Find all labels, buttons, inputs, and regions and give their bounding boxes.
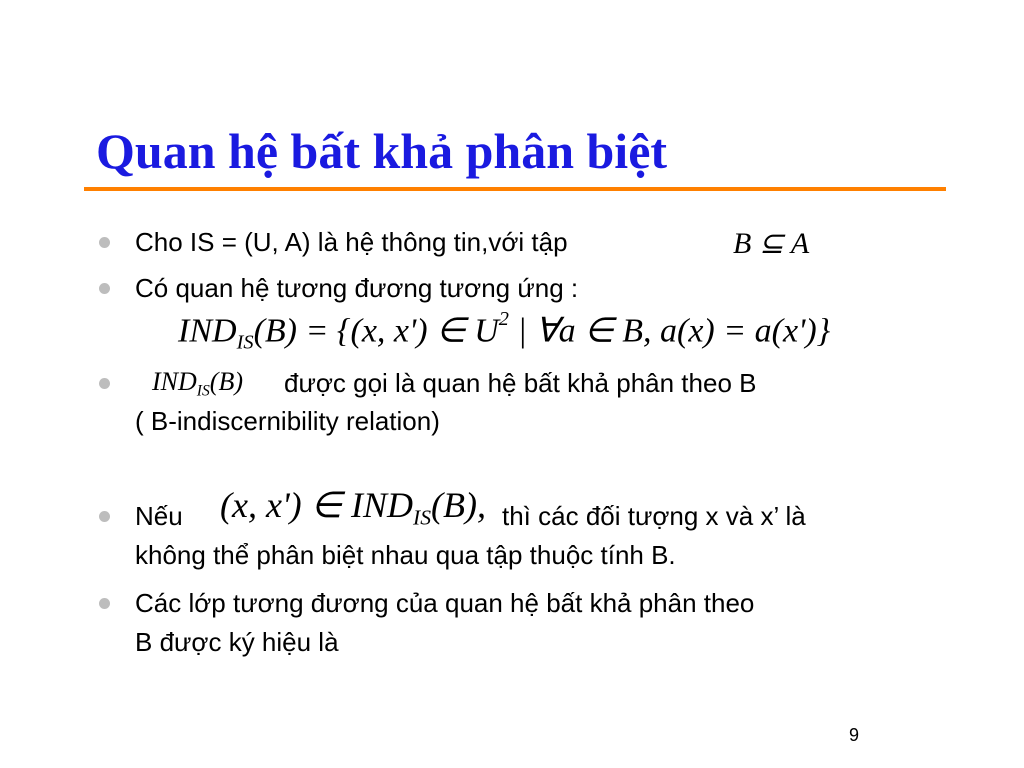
slide-title: Quan hệ bất khả phân biệt [96, 123, 668, 179]
ind-definition-formula [178, 308, 830, 354]
pair-expression: (x, x') ∈ IND [220, 485, 413, 525]
subset-formula: B ⊆ A [733, 227, 810, 260]
ind-definition-body: (B) = {(x, x') ∈ U [253, 312, 499, 350]
bullet-dot [99, 378, 110, 389]
bullet-dot [99, 598, 110, 609]
bullet-2-text: Có quan hệ tương đương tương ứng : [135, 273, 579, 303]
ind-subscript: IS [196, 382, 210, 400]
ind-argument: (B) [209, 367, 243, 396]
ind-subscript: IS [236, 331, 254, 354]
ind-argument: (B), [431, 485, 486, 525]
bullet-dot [99, 237, 110, 248]
bullet-3-text: được gọi là quan hệ bất khả phân theo B [284, 368, 757, 398]
bullet-3-text-line2: ( B-indiscernibility relation) [135, 406, 440, 436]
page-number: 9 [849, 725, 860, 745]
ind-symbol: IND [178, 312, 237, 350]
pair-membership-formula [220, 484, 486, 531]
bullet-5-text-line2: B được ký hiệu là [135, 627, 339, 657]
ind-symbol: IND [152, 367, 197, 396]
bullet-dot [99, 283, 110, 294]
title-underline [84, 187, 946, 191]
bullet-4-text-continued: thì các đối tượng x và x’ là [502, 501, 806, 531]
bullet-4-text: Nếu [135, 501, 183, 531]
bullet-1-text: Cho IS = (U, A) là hệ thông tin,với tập [135, 227, 568, 257]
ind-subscript: IS [413, 505, 431, 530]
ind-inline-formula [152, 367, 243, 400]
bullet-4-text-line2: không thể phân biệt nhau qua tập thuộc tính B. [135, 540, 676, 570]
bullet-dot [99, 511, 110, 522]
ind-definition-condition: | ∀a ∈ B, a(x) = a(x')} [509, 312, 831, 350]
ind-superscript: 2 [498, 308, 509, 330]
bullet-5-text: Các lớp tương đương của quan hệ bất khả phân theo [135, 588, 755, 618]
